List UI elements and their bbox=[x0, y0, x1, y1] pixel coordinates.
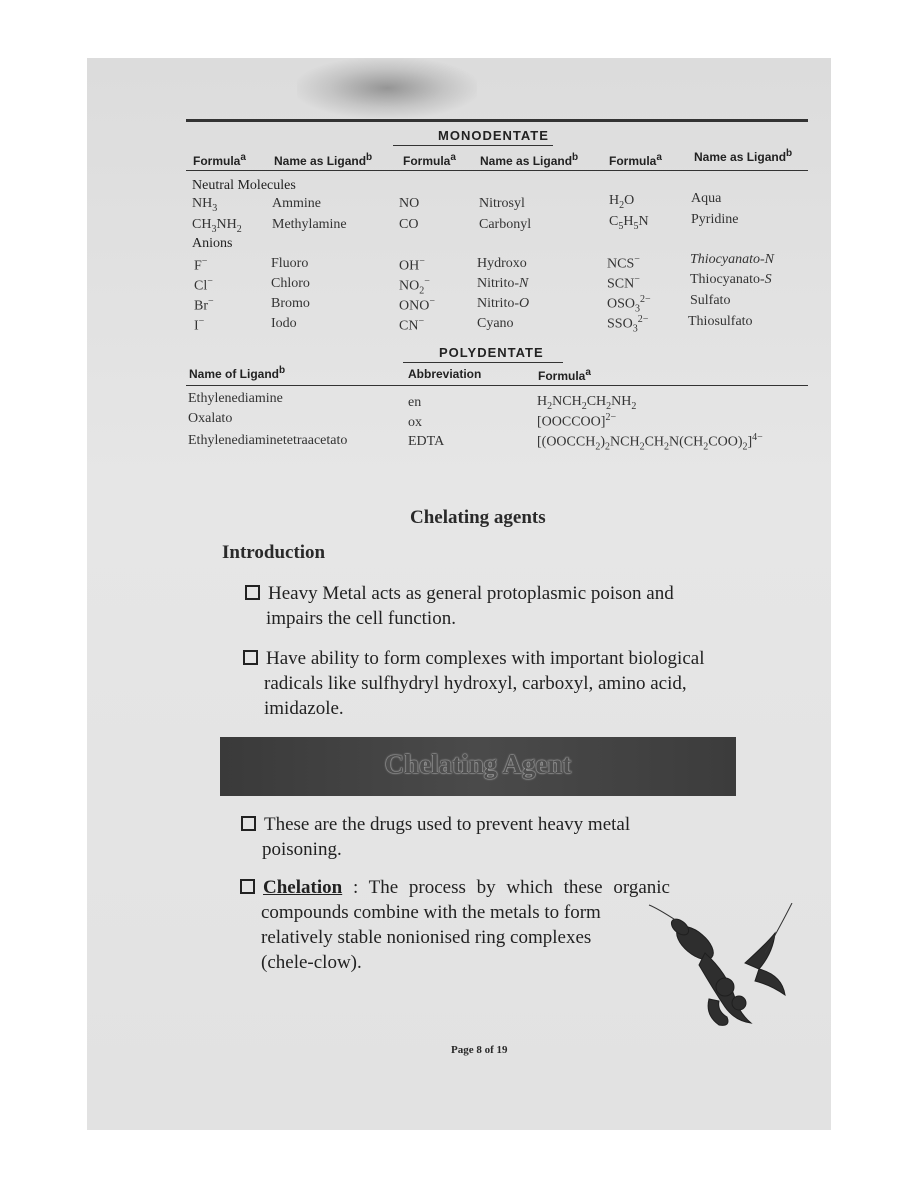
col-header-formula-1: Formula$^a$ bbox=[193, 152, 246, 168]
col-header-abbreviation: Abbreviation bbox=[408, 367, 482, 381]
col-header-name-2: Name as Ligand$^b$ bbox=[480, 152, 579, 168]
cell: $NO_2^-$ bbox=[399, 276, 430, 297]
cell: $NH_3$ bbox=[192, 196, 218, 214]
polydentate-subrule bbox=[403, 362, 563, 363]
cell: ox bbox=[408, 415, 422, 430]
col-header-name-3: Name as Ligand$^b$ bbox=[694, 148, 793, 164]
cell: $OSO_3^{2-}$ bbox=[607, 294, 651, 315]
checkbox-bullet-icon bbox=[240, 879, 255, 894]
scanned-page bbox=[87, 58, 831, 1130]
section-anions: Anions bbox=[192, 236, 233, 251]
cell: [OOCCOO]$^{2-}$ bbox=[537, 412, 617, 430]
cell: Thiosulfato bbox=[688, 314, 753, 329]
table-top-rule bbox=[186, 119, 808, 122]
cell: ONO− bbox=[399, 296, 435, 314]
checkbox-bullet-icon bbox=[243, 650, 258, 665]
scan-smudge bbox=[297, 58, 477, 118]
cell: Hydroxo bbox=[477, 256, 527, 271]
col-header-formula-2: Formula$^a$ bbox=[403, 152, 456, 168]
cell: Methylamine bbox=[272, 217, 347, 232]
col-header-formula: Formula$^a$ bbox=[538, 367, 591, 383]
chelating-agent-banner bbox=[220, 737, 736, 796]
header-rule bbox=[186, 170, 808, 171]
monodentate-heading: MONODENTATE bbox=[438, 128, 549, 143]
cell: Br− bbox=[194, 296, 214, 314]
cell: Thiocyanato-S bbox=[690, 272, 772, 287]
cell: Ethylenediaminetetraacetato bbox=[188, 433, 348, 448]
cell: Thiocyanato-N bbox=[690, 252, 774, 267]
cell: en bbox=[408, 395, 422, 410]
monodentate-subrule bbox=[393, 145, 553, 146]
heading-introduction: Introduction bbox=[222, 542, 326, 563]
cell: Fluoro bbox=[271, 256, 309, 271]
cell: $CH_3NH_2$ bbox=[192, 217, 242, 235]
polydentate-heading: POLYDENTATE bbox=[439, 345, 544, 360]
lobster-illustration bbox=[647, 903, 797, 1038]
col-header-formula-3: Formula$^a$ bbox=[609, 152, 662, 168]
cell: Nitrito-O bbox=[477, 296, 530, 311]
cell: Aqua bbox=[691, 191, 722, 206]
banner-title: Chelating Agent bbox=[384, 749, 572, 779]
cell: NCS− bbox=[607, 254, 640, 272]
cell: $C_5H_5N$ bbox=[609, 214, 649, 232]
col-header-ligand: Name of Ligand$^b$ bbox=[189, 365, 286, 381]
cell: OH− bbox=[399, 256, 425, 274]
cell: $[(OOCCH_2)_2NCH_2CH_2N(CH_2COO)_2]^{4-}$ bbox=[537, 432, 763, 453]
bullet-4: Chelation : The process by which these organic compounds combine with the metals to form relatively stable nonionised ring complexes (chele-clow). bbox=[240, 875, 750, 975]
cell: CN− bbox=[399, 316, 425, 334]
cell: Ammine bbox=[272, 196, 321, 211]
cell: SCN− bbox=[607, 274, 640, 292]
cell: I− bbox=[194, 316, 205, 334]
cell: Pyridine bbox=[691, 212, 739, 227]
cell: $H_2O$ bbox=[609, 193, 635, 211]
cell: NO bbox=[399, 196, 420, 211]
cell: Carbonyl bbox=[479, 217, 532, 232]
cell: F− bbox=[194, 256, 208, 274]
cell: Bromo bbox=[271, 296, 310, 311]
checkbox-bullet-icon bbox=[245, 585, 260, 600]
cell: Nitrito-N bbox=[477, 276, 529, 291]
cell: Sulfato bbox=[690, 293, 731, 308]
poly-header-rule bbox=[186, 385, 808, 386]
cell: Chloro bbox=[271, 276, 310, 291]
cell: Ethylenediamine bbox=[188, 391, 283, 406]
cell: Nitrosyl bbox=[479, 196, 525, 211]
cell: Cl− bbox=[194, 276, 213, 294]
bullet-2: Have ability to form complexes with important biological radicals like sulfhydryl hydroxyl, carboxyl, amino acid, imidazole. bbox=[243, 646, 743, 721]
cell: $SSO_3^{2-}$ bbox=[607, 314, 649, 335]
page-number: Page 8 of 19 bbox=[451, 1044, 508, 1056]
bullet-1: Heavy Metal acts as general protoplasmic poison and impairs the cell function. bbox=[245, 581, 725, 631]
cell: EDTA bbox=[408, 434, 445, 449]
cell: Iodo bbox=[271, 316, 297, 331]
heading-chelating-agents: Chelating agents bbox=[410, 507, 546, 528]
section-neutral: Neutral Molecules bbox=[192, 178, 296, 193]
checkbox-bullet-icon bbox=[241, 816, 256, 831]
cell: Cyano bbox=[477, 316, 514, 331]
col-header-name-1: Name as Ligand$^b$ bbox=[274, 152, 373, 168]
cell: CO bbox=[399, 217, 419, 232]
cell: Oxalato bbox=[188, 411, 233, 426]
cell: $H_2NCH_2CH_2NH_2$ bbox=[537, 394, 637, 412]
bullet-3: These are the drugs used to prevent heavy metal poisoning. bbox=[241, 812, 721, 862]
